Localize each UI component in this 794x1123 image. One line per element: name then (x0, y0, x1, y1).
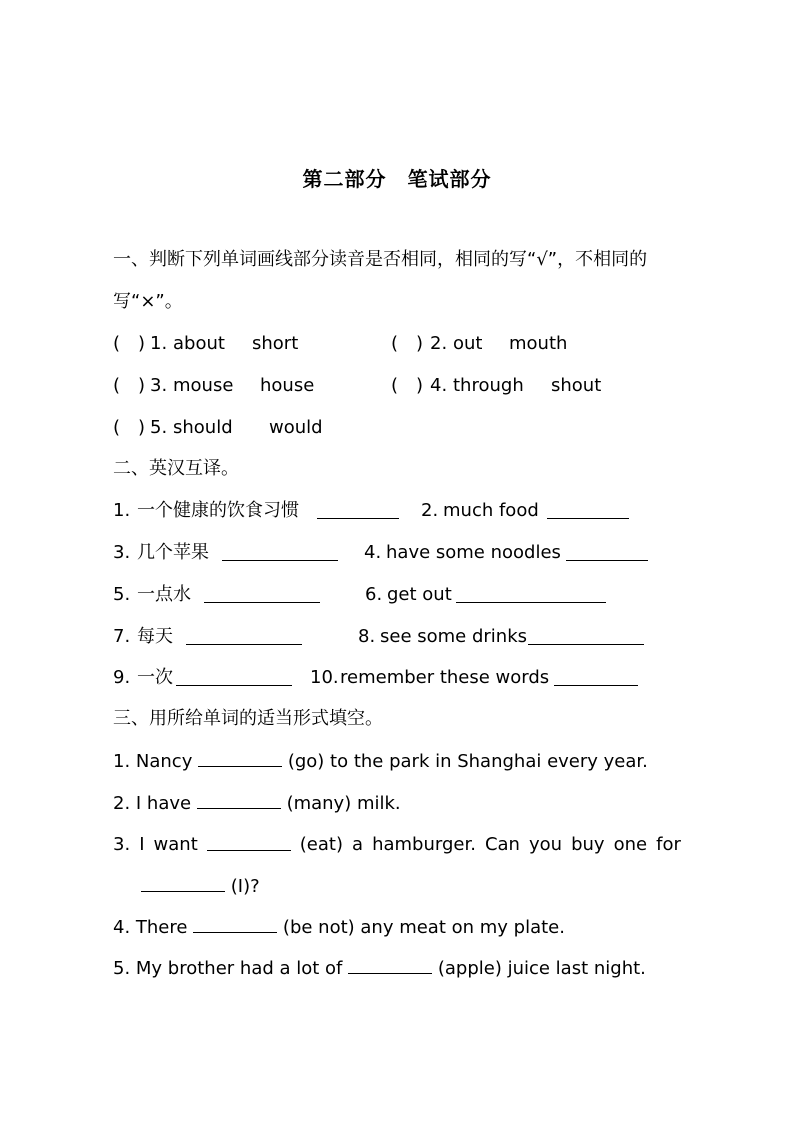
item-number: 2. (430, 333, 448, 354)
item-number: 4. (430, 375, 448, 396)
item-text: remember these words (340, 667, 550, 688)
answer-blank[interactable] (348, 955, 432, 974)
word-1: should (173, 417, 233, 438)
fill-question-1 (113, 748, 648, 775)
question-word: Can (484, 834, 520, 855)
question-text: (go) to the park in Shanghai every year. (287, 751, 648, 772)
answer-paren[interactable]: ( ) (113, 417, 146, 438)
answer-blank[interactable] (186, 626, 302, 645)
answer-paren[interactable]: ( ) (391, 333, 424, 354)
item-text: 一点水 (137, 584, 191, 605)
answer-blank[interactable] (207, 832, 291, 851)
question-word: one (613, 834, 648, 855)
fill-question-2 (113, 790, 401, 817)
item-number: 10. (310, 667, 339, 688)
answer-paren[interactable]: ( ) (391, 375, 424, 396)
item-number: 1. (113, 500, 131, 521)
word-2: house (260, 375, 315, 396)
question-text: 4. There (113, 917, 188, 938)
answer-blank[interactable] (317, 500, 399, 519)
item-number: 6. (365, 584, 383, 605)
answer-blank[interactable] (198, 748, 282, 767)
answer-blank[interactable] (528, 626, 644, 645)
answer-blank[interactable] (566, 542, 648, 561)
question-word: buy (571, 834, 605, 855)
question-text: (be not) any meat on my plate. (282, 917, 565, 938)
answer-paren[interactable]: ( ) (113, 375, 146, 396)
word-2: shout (551, 375, 602, 396)
item-number: 7. (113, 626, 131, 647)
section1-row-1 (113, 331, 713, 357)
answer-blank[interactable] (193, 914, 277, 933)
item-text: have some noodles (386, 542, 561, 563)
question-text: 2. I have (113, 793, 192, 814)
answer-blank[interactable] (456, 584, 606, 603)
answer-blank[interactable] (547, 500, 629, 519)
translation-row-5 (113, 665, 673, 691)
section3-heading: 三、用所给单词的适当形式填空。 (113, 708, 383, 729)
section1-row-3 (113, 415, 713, 441)
item-text: see some drinks (380, 626, 528, 647)
fill-question-5 (113, 955, 646, 982)
question-word: want (153, 834, 198, 855)
word-1: out (453, 333, 483, 354)
fill-question-3 (113, 832, 681, 858)
item-number: 9. (113, 667, 131, 688)
question-text: 1. Nancy (113, 751, 193, 772)
item-number: 4. (364, 542, 382, 563)
question-text: (apple) juice last night. (437, 958, 646, 979)
item-text: 几个苹果 (137, 542, 209, 563)
item-number: 2. (421, 500, 439, 521)
translation-row-4 (113, 624, 673, 650)
fill-question-3-continued (141, 873, 260, 900)
item-text: 一个健康的饮食习惯 (137, 500, 299, 521)
translation-row-3 (113, 582, 673, 608)
item-number: 1. (150, 333, 168, 354)
answer-blank[interactable] (554, 667, 638, 686)
answer-blank[interactable] (197, 790, 281, 809)
question-word: I (139, 834, 145, 855)
question-word: a (352, 834, 364, 855)
answer-paren[interactable]: ( ) (113, 333, 146, 354)
question-text: (I)? (230, 876, 260, 897)
translation-row-1 (113, 498, 673, 524)
word-1: mouse (173, 375, 234, 396)
word-2: would (269, 417, 323, 438)
question-word: you (528, 834, 563, 855)
word-2: short (252, 333, 299, 354)
item-number: 5. (150, 417, 168, 438)
item-number: 8. (358, 626, 376, 647)
item-number: 3. (113, 542, 131, 563)
section1-heading-line1: 一、判断下列单词画线部分读音是否相同，相同的写“√”，不相同的 (113, 249, 648, 270)
item-number: 3. (150, 375, 168, 396)
question-word: for (656, 834, 681, 855)
question-text: (many) milk. (286, 793, 401, 814)
item-text: get out (387, 584, 452, 605)
answer-blank[interactable] (222, 542, 338, 561)
page-title: 第二部分 笔试部分 (302, 167, 492, 191)
answer-blank[interactable] (204, 584, 320, 603)
word-1: about (173, 333, 225, 354)
question-word: (eat) (299, 834, 343, 855)
translation-row-2 (113, 540, 673, 566)
question-text: 5. My brother had a lot of (113, 958, 343, 979)
section1-row-2 (113, 373, 713, 399)
item-text: 每天 (137, 626, 173, 647)
section1-heading-line2: 写“×”。 (113, 291, 183, 312)
answer-blank[interactable] (141, 873, 225, 892)
question-word: hamburger. (372, 834, 476, 855)
word-1: through (453, 375, 524, 396)
item-number: 5. (113, 584, 131, 605)
item-text: much food (443, 500, 539, 521)
word-2: mouth (509, 333, 568, 354)
section2-heading: 二、英汉互译。 (113, 458, 239, 479)
answer-blank[interactable] (176, 667, 292, 686)
question-word: 3. (113, 834, 131, 855)
item-text: 一次 (137, 667, 173, 688)
fill-question-4 (113, 914, 565, 941)
